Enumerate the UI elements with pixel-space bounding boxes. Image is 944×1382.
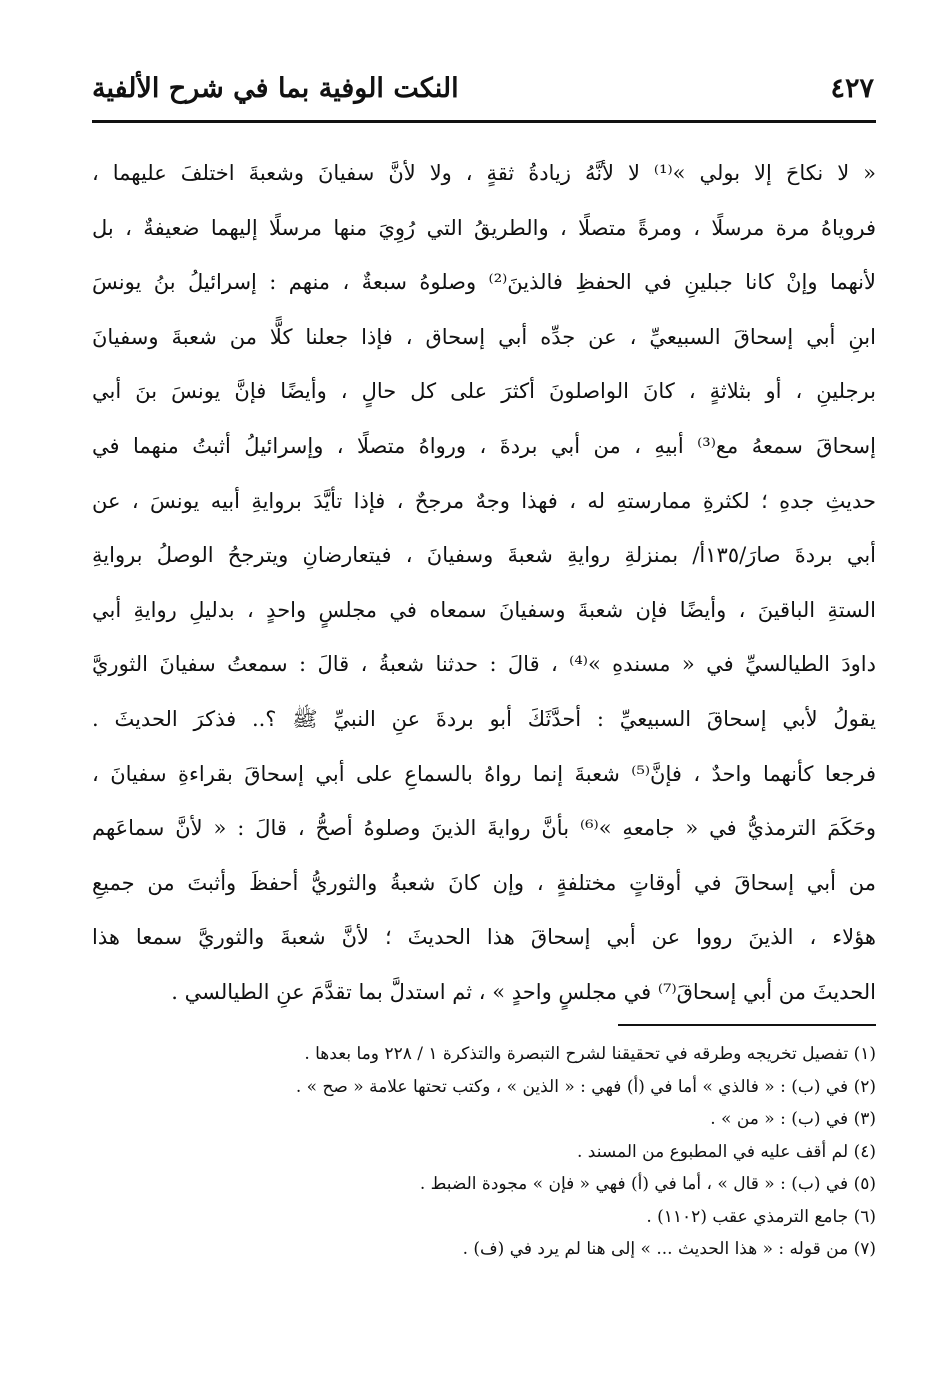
footnote-6: (٦) جامع الترمذي عقب (١١٠٢) . <box>646 1206 876 1227</box>
text-line: داودَ الطيالسيِّ في « مسندهِ »⁽⁴⁾ ، قالَ : حدثنا شعبةُ ، قالَ : سمعتُ سفيانَ الثوريَّ <box>92 652 876 677</box>
header-rule <box>92 120 876 123</box>
text-line: فرجعا كأنهما واحدٌ ، فإنَّ⁽⁵⁾ شعبةَ إنما رواهُ بالسماعِ على أبي إسحاقَ بقراءةِ سفيانَ ، <box>92 761 876 786</box>
text-line: إسحاقَ سمعهُ مع⁽³⁾ أبيهِ ، من أبي بردةَ ، ورواهُ متصلًا ، وإسرائيلُ أثبتُ منهما في <box>92 433 876 458</box>
text-line: هؤلاء ، الذينَ رووا عن أبي إسحاقَ هذا الحديثَ ؛ لأنَّ شعبةَ والثوريَّ سمعا هذا <box>92 925 876 950</box>
text-line: يقولُ لأبي إسحاقَ السبيعيِّ : أحدَّثَكَ أبو بردةَ عنِ النبيِّ ﷺ ؟.. فذكرَ الحديثَ . <box>92 706 876 731</box>
text-line: الحديثَ من أبي إسحاقَ⁽⁷⁾ في مجلسٍ واحدٍ » ، ثم استدلَّ بما تقدَّمَ عنِ الطيالسي . <box>171 979 876 1004</box>
text-line: وحَكَمَ الترمذيُّ في « جامعهِ »⁽⁶⁾ بأنَّ روايةَ الذينَ وصلوهُ أصحُّ ، قالَ : « لأنَّ سماعَهم <box>92 816 876 841</box>
text-line: برجلينِ ، أو بثلاثةٍ ، كانَ الواصلونَ أكثرَ على كل حالٍ ، وأيضًا فإنَّ يونسَ بنَ أبي <box>92 379 876 404</box>
footnote-4: (٤) لم أقف عليه في المطبوع من المسند . <box>576 1141 876 1162</box>
footnotes <box>92 1038 876 1266</box>
text-line: أبي بردةَ صارَ/١٣٥أ/ بمنزلةِ روايةِ شعبةَ وسفيانَ ، فيتعارضانِ ويترجحُ الوصلُ بروايةِ <box>92 543 876 568</box>
footnote-3: (٣) في (ب) : « من » . <box>710 1109 876 1129</box>
page-number: ٤٢٧ <box>830 72 874 104</box>
text-line: فروياهُ مرة مرسلًا ، ومرةً متصلًا ، والطريقُ التي رُوِيَ منها مرسلًا إليهما ضعيفةٌ ، بل <box>92 215 876 240</box>
page-header <box>92 62 874 114</box>
footnote-5: (٥) في (ب) : « قال » ، أما في (أ) فهي « فإن » مجودة الضبط . <box>419 1174 876 1194</box>
text-line: حديثِ جدهِ ؛ لكثرةِ ممارستهِ له ، فهذا وجهٌ مرجحٌ ، فإذا تأيَّدَ بروايةِ أبيه يونسَ ، عن <box>92 488 876 513</box>
main-text <box>92 146 876 1020</box>
text-line: لأنهما وإنْ كانا جبلينِ في الحفظِ فالذينَ⁽²⁾ وصلوهُ سبعةٌ ، منهم : إسرائيلُ بنُ يونسَ <box>92 270 876 295</box>
footnote-2: (٢) في (ب) : « فالذي » أما في (أ) فهي : « الذين » ، وكتب تحتها علامة « صح » . <box>295 1076 876 1097</box>
running-title: النكت الوفية بما في شرح الألفية <box>92 72 459 104</box>
text-line: الستةِ الباقينَ ، وأيضًا فإن شعبةَ وسفيانَ سمعاه في مجلسٍ واحدٍ ، بدليلِ روايةِ أبي <box>92 597 876 622</box>
text-line: ابنِ أبي إسحاقَ السبيعيِّ ، عن جدِّه أبي إسحاق ، فإذا جعلنا كلًّا من شعبةَ وسفيانَ <box>92 324 876 349</box>
text-line: « لا نكاحَ إلا بولي »⁽¹⁾ لا لأنَّهُ زيادةُ ثقةٍ ، ولا لأنَّ سفيانَ وشعبةَ اختلفَ عليهما ، <box>92 161 876 185</box>
text-line: من أبي إسحاقَ في أوقاتٍ مختلفةٍ ، وإن كانَ شعبةُ والثوريُّ أحفظَ وأثبتَ من جميعِ <box>92 870 876 895</box>
footnote-7: (٧) من قوله : « هذا الحديث ... » إلى هنا لم يرد في (ف) . <box>462 1239 876 1259</box>
footnote-separator <box>618 1024 876 1026</box>
footnote-1: (١) تفصيل تخريجه وطرقه في تحقيقنا لشرح التبصرة والتذكرة ١ / ٢٢٨ وما بعدها . <box>304 1044 876 1064</box>
